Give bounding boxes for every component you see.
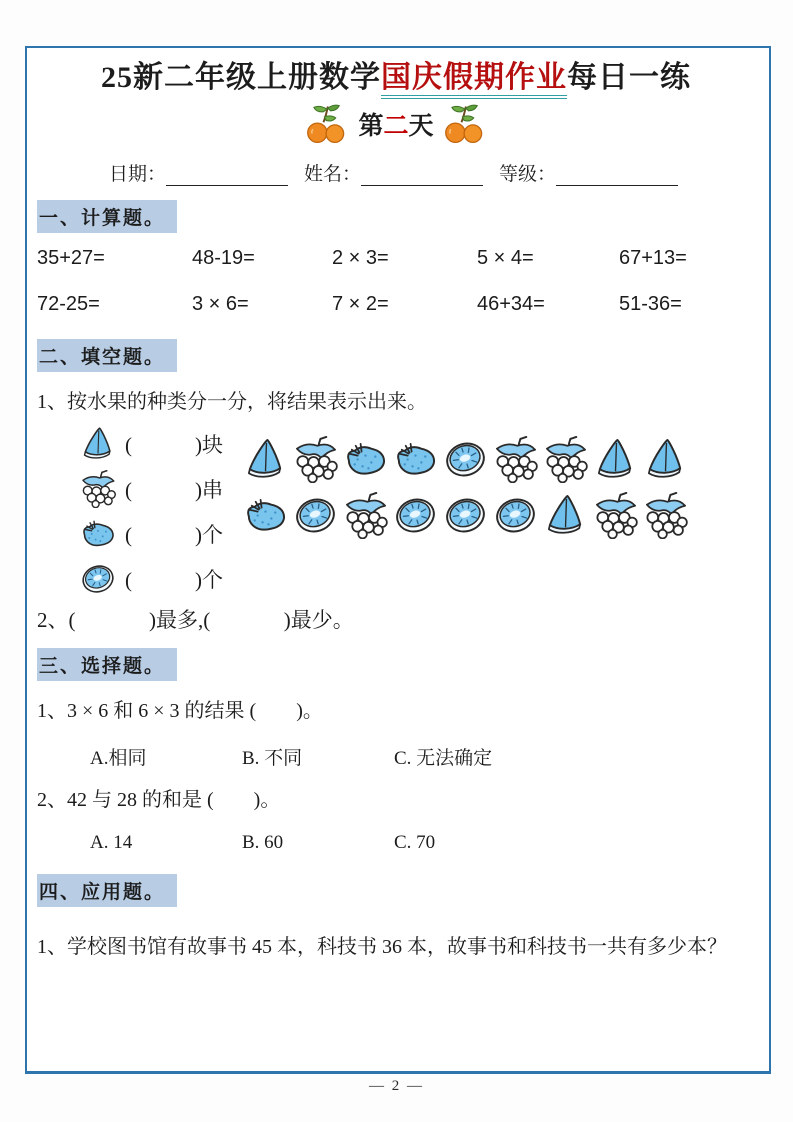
legend-blank: ( )串 [125,478,223,502]
grapes-icon [492,436,539,483]
choice2-text: 2、42 与 28 的和是 ( )。 [37,788,281,811]
tangerine-icon [304,103,350,145]
watermelon-icon [642,436,689,483]
section1-heading: 一、计算题。 [37,200,177,233]
strawberry-icon [242,492,289,539]
kiwi-icon [442,492,489,539]
info-label: 日期： [109,163,167,185]
day-banner [37,103,755,145]
info-line [109,159,755,186]
watermelon-icon [542,492,589,539]
calc-expression: 5 × 4= [477,246,534,269]
calc-expression: 67+13= [619,246,687,269]
info-blank [361,164,483,186]
info-field-2 [499,159,678,186]
choice1-options [37,743,755,770]
legend-row-watermelon [79,422,242,467]
info-label: 姓名： [304,163,362,185]
tangerine-icon [442,103,488,145]
grapes-icon [592,492,639,539]
info-blank [556,164,678,186]
kiwi-icon [392,492,439,539]
strawberry-icon [79,515,117,553]
choice-option: B. 不同 [242,747,303,769]
info-field-0 [109,159,288,186]
fruit-box [242,422,755,602]
strawberry-icon [392,436,439,483]
fruit-row [242,492,755,539]
calc-expression: 3 × 6= [192,292,249,315]
grapes-icon [342,492,389,539]
choice-option: A. 14 [90,831,133,853]
title-highlight: 国庆假期作业 [381,61,567,99]
section2-heading: 二、填空题。 [37,339,177,372]
kiwi-icon [442,436,489,483]
info-field-1 [304,159,483,186]
calc-expression: 72-25= [37,292,100,315]
day-label-red: 二 [383,112,409,140]
fruit-legend [37,422,242,602]
watermelon-icon [79,425,117,463]
title-prefix: 25新二年级上册数学 [101,61,381,94]
choice-option: A.相同 [90,747,147,769]
kiwi-icon [79,560,117,598]
choice-option: C. 无法确定 [394,747,493,769]
info-label: 等级： [499,163,557,185]
choice2-options [37,832,755,854]
section4-heading: 四、应用题。 [37,874,177,907]
legend-blank: ( )块 [125,433,223,457]
fill-q1-text: 1、按水果的种类分一分，将结果表示出来。 [37,390,427,413]
section3 [37,648,755,681]
application-q1-text: 1、学校图书馆有故事书 45 本，科技书 36 本，故事书和科技书一共有多少本？ [37,935,727,958]
calc-expression: 46+34= [477,292,545,315]
day-label-post: 天 [408,112,434,140]
calc-row [37,247,755,270]
fill-area [37,422,755,602]
kiwi-icon [492,492,539,539]
calc-expression: 35+27= [37,246,105,269]
watermelon-icon [592,436,639,483]
day-label [358,106,433,142]
grapes-icon [79,470,117,508]
fill-q2-text: 2、( )最多,( )最少。 [37,607,354,632]
calc-expression: 51-36= [619,292,682,315]
kiwi-icon [292,492,339,539]
calc-expression: 2 × 3= [332,246,389,269]
section2 [37,339,755,372]
fruit-row [242,436,755,483]
grapes-icon [542,436,589,483]
section1 [37,200,755,233]
grapes-icon [642,492,689,539]
calc-grid [37,247,755,316]
page-number: — 2 — [369,1078,424,1094]
choice-option: B. 60 [242,831,284,853]
watermelon-icon [242,436,289,483]
grapes-icon [292,436,339,483]
legend-row-grapes [79,467,242,512]
strawberry-icon [342,436,389,483]
legend-blank: ( )个 [125,523,223,547]
legend-row-strawberry [79,512,242,557]
choice1-text: 1、3 × 6 和 6 × 3 的结果 ( )。 [37,699,323,722]
title-suffix: 每日一练 [567,61,691,94]
calc-expression: 7 × 2= [332,292,389,315]
legend-row-kiwi [79,557,242,602]
calc-row [37,293,755,316]
page-title [37,58,755,99]
calc-expression: 48-19= [192,246,255,269]
worksheet-page [25,46,771,1074]
section3-heading: 三、选择题。 [37,648,177,681]
info-blank [166,164,288,186]
choice-option: C. 70 [394,831,436,853]
day-label-pre: 第 [358,112,384,140]
legend-blank: ( )个 [125,568,223,592]
section4 [37,874,755,907]
